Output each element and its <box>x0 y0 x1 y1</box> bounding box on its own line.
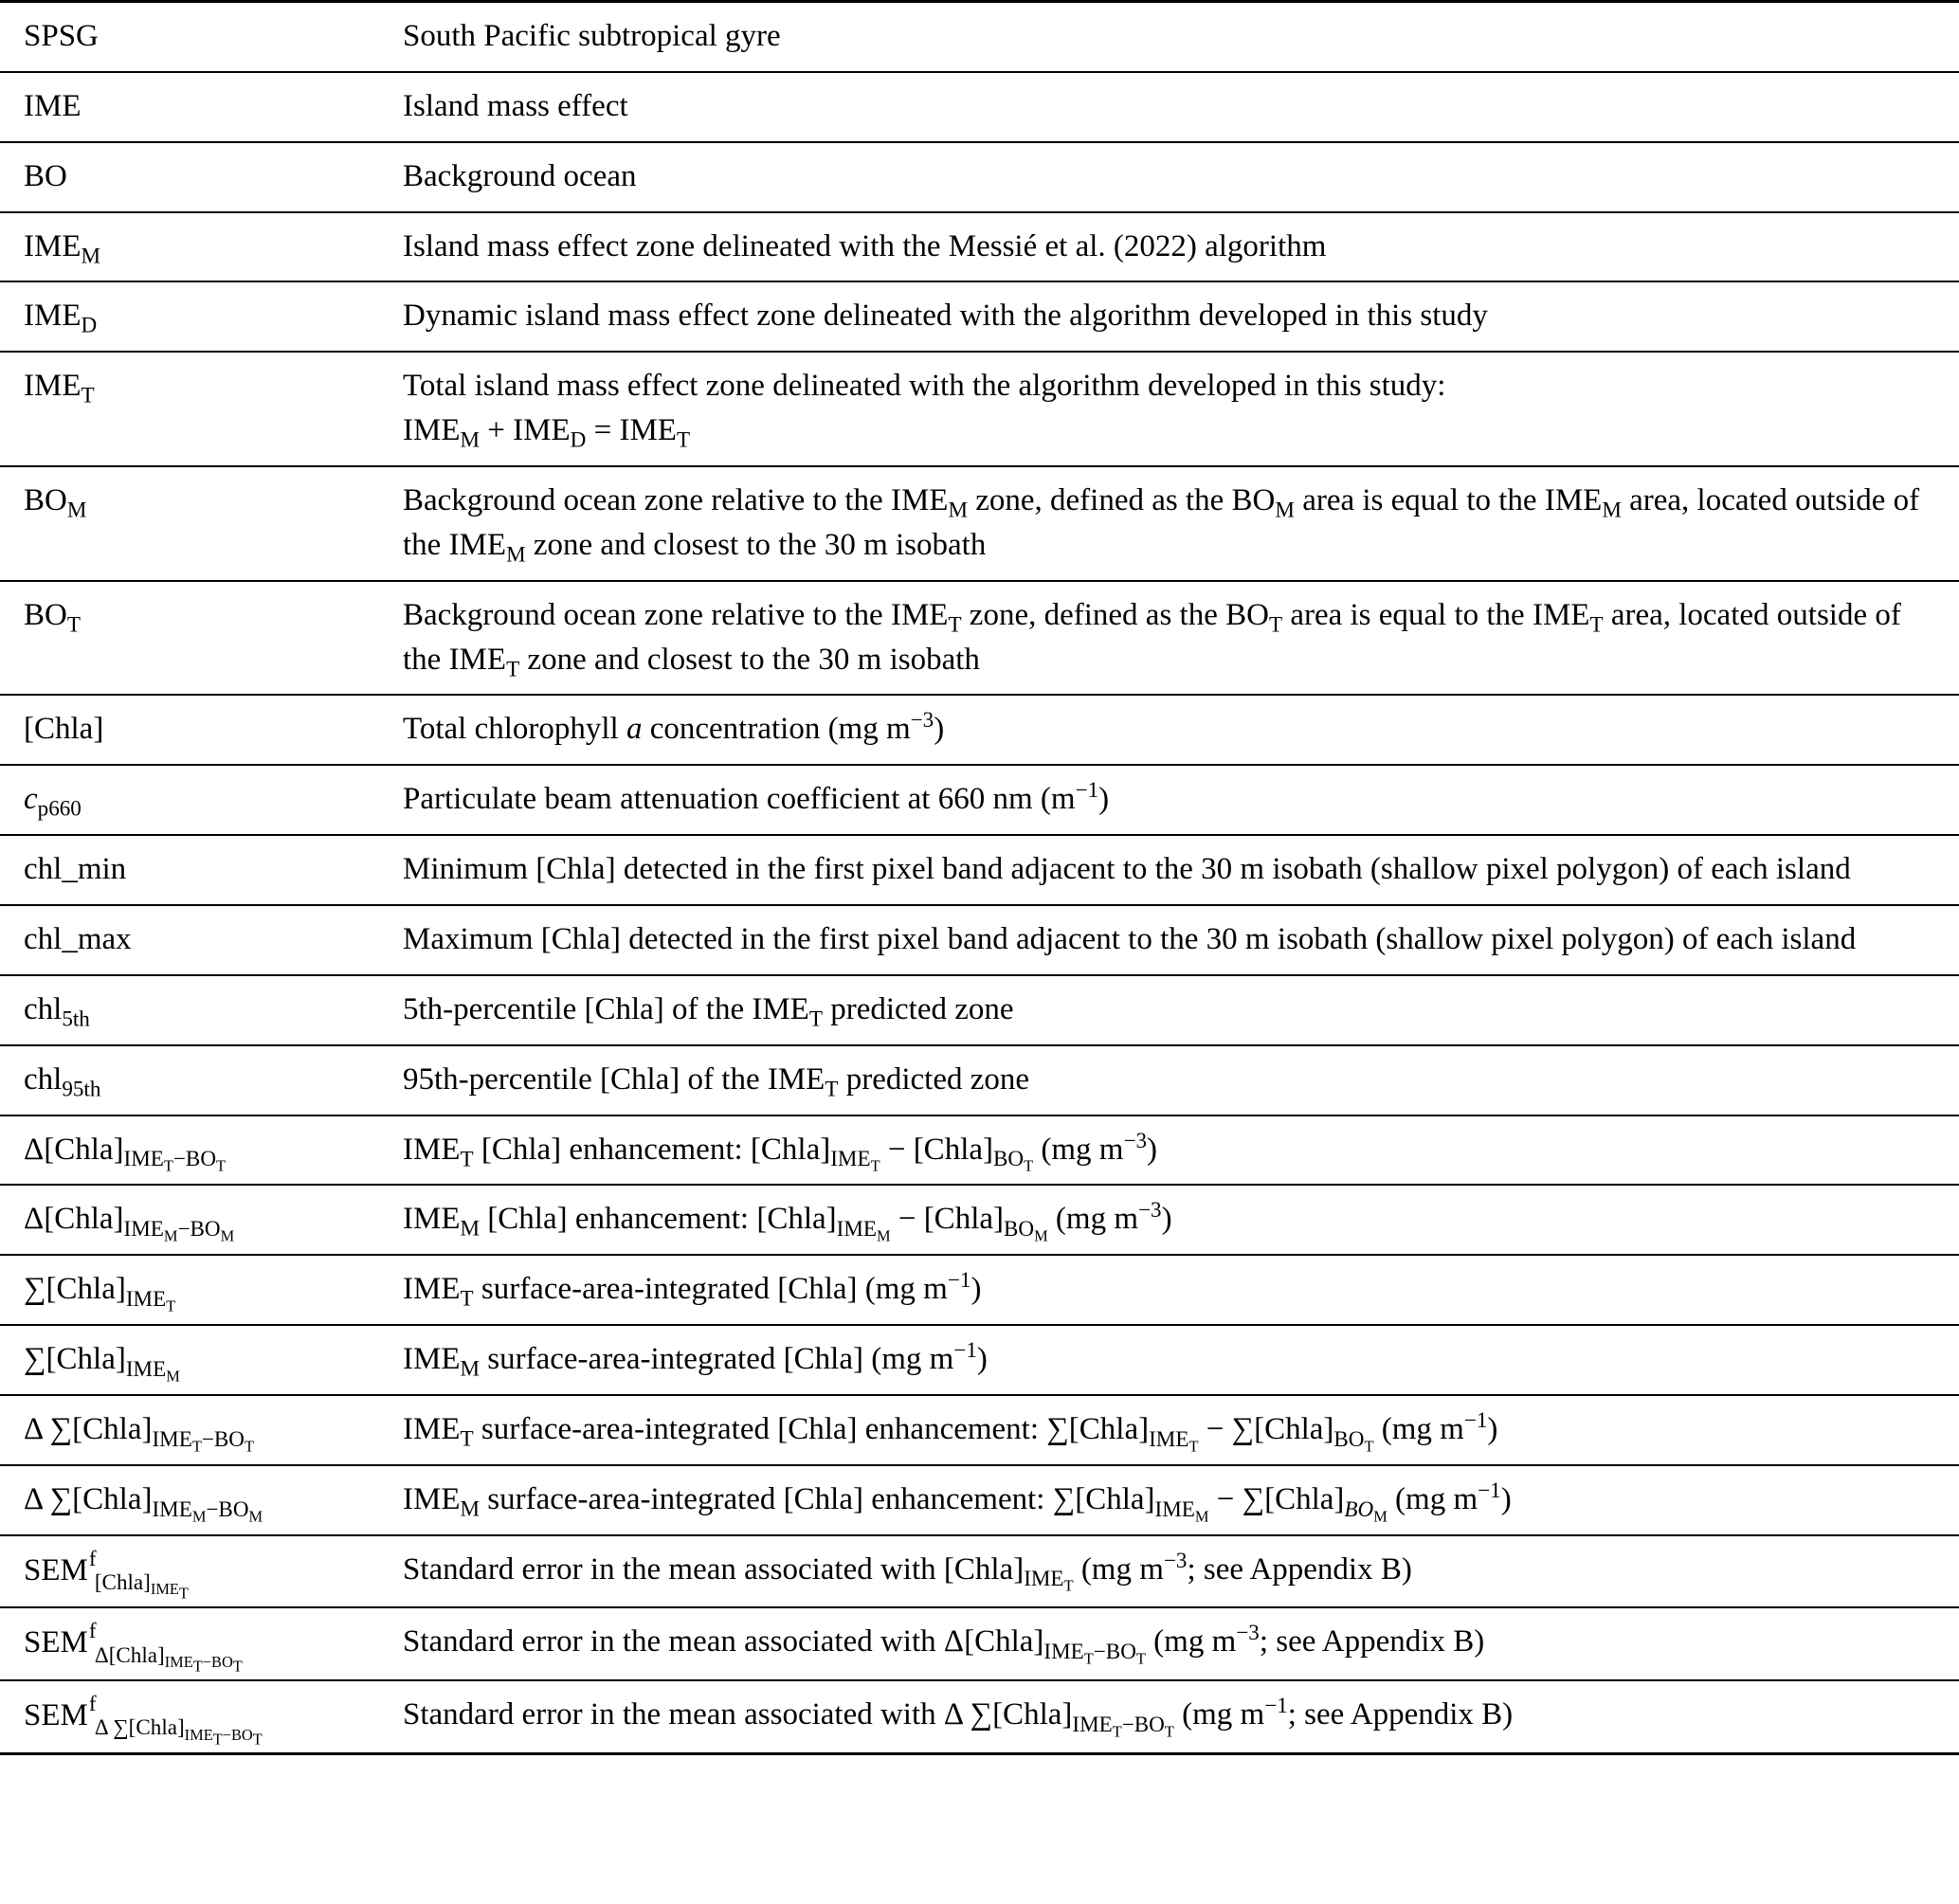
table-row <box>0 1680 1959 1753</box>
abbreviation-term: [Chla] <box>24 712 104 747</box>
abbreviation-term: BO <box>24 158 67 193</box>
abbreviation-term: SPSG <box>24 19 99 53</box>
table-row <box>0 1115 1959 1186</box>
abbreviation-term: $IME_T$ <box>24 369 95 408</box>
table-row <box>0 466 1959 581</box>
abbreviation-definition: Maximum [Chla] detected in the first pixel band adjacent to the 30 m isobath (shallow pixel polygon) of each island <box>403 922 1857 957</box>
abbreviation-definition: 5th-percentile [Chla] of the $IME_T$ predicted zone <box>403 991 1014 1031</box>
abbreviation-term: IME <box>24 88 82 123</box>
abbreviation-definition: Dynamic island mass effect zone delineated with the algorithm developed in this study <box>403 299 1488 334</box>
abbreviation-term: chl_max <box>24 922 132 957</box>
table-row <box>0 1395 1959 1465</box>
table-row <box>0 695 1959 765</box>
table-row <box>0 835 1959 905</box>
abbreviation-definition: Island mass effect zone delineated with the Messié et al. (2022) algorithm <box>403 228 1327 263</box>
abbreviation-definition: $IME_M$ [Chla] enhancement: $[Chla]_{IME_M}$ − $[Chla]_{BO_M}$ (mg $m^{-3}$) <box>403 1197 1172 1245</box>
abbreviation-definition: Total island mass effect zone delineated with the algorithm developed in this study: $IME_M + IME_D = IME_T$ <box>403 369 1446 452</box>
table-row <box>0 352 1959 466</box>
abbreviation-definition: Particulate beam attenuation coefficient at 660 nm $(m^{-1})$ <box>403 777 1110 817</box>
abbreviation-term: chl$_{5th}$ <box>24 991 90 1031</box>
stacked-supsub: f $\Delta[Chla]_{IME_T-BO_T}$ <box>88 1618 243 1676</box>
table-row <box>0 1535 1959 1608</box>
abbreviation-term: $\sum[Chla]_{IME_M}$ <box>24 1342 180 1386</box>
abbreviation-definition: Standard error in the mean associated with Δ $\sum[Chla]_{IME_T-BO_T}$ (mg $m^{-1}$; see Appendix B) <box>403 1693 1514 1741</box>
abbreviation-term: $BO_T$ <box>24 597 81 637</box>
table-row <box>0 1607 1959 1680</box>
abbreviation-term: $IME_D$ <box>24 299 98 338</box>
abbreviation-definition: Standard error in the mean associated with $[Chla]_{IME_T}$ (mg $m^{-3}$; see Appendix B) <box>403 1547 1412 1595</box>
abbreviation-term: SEM f $\Delta[Chla]_{IME_T-BO_T}$ <box>24 1618 243 1676</box>
abbreviation-term: chl$_{95th}$ <box>24 1061 101 1101</box>
abbreviation-definition: $IME_T$ surface-area-integrated [Chla] (mg $m^{-1}$) <box>403 1267 982 1311</box>
abbreviation-definition: Standard error in the mean associated with $\Delta[Chla]_{IME_T-BO_T}$ (mg $m^{-3}$; see Appendix B) <box>403 1620 1485 1668</box>
abbreviation-definition: Minimum [Chla] detected in the first pixel band adjacent to the 30 m isobath (shallow pixel polygon) of each island <box>403 852 1851 887</box>
table-row <box>0 905 1959 975</box>
abbreviation-term: $c_{p660}$ <box>24 782 82 821</box>
table-row <box>0 1045 1959 1115</box>
table-row <box>0 281 1959 352</box>
abbreviation-term: SEM f Δ $\sum[Chla]_{IME_T-BO_T}$ <box>24 1691 263 1749</box>
table-row <box>0 142 1959 212</box>
stacked-supsub: f Δ $\sum[Chla]_{IME_T-BO_T}$ <box>88 1691 263 1749</box>
abbreviation-definition: $IME_M$ surface-area-integrated [Chla] (mg $m^{-1}$) <box>403 1337 988 1381</box>
abbreviation-term: $\sum[Chla]_{IME_T}$ <box>24 1272 176 1315</box>
abbreviation-term: Δ $\sum[Chla]_{IME_T-BO_T}$ <box>24 1412 254 1456</box>
abbreviation-term: Δ $\sum[Chla]_{IME_M-BO_M}$ <box>24 1481 263 1526</box>
abbreviation-definition: $IME_T$ surface-area-integrated [Chla] enhancement: $\sum[Chla]_{IME_T}$ − $\sum[Chla]_{BO_T}$ (mg $m^{-1}$) <box>403 1407 1498 1456</box>
abbreviation-definition: Background ocean <box>403 158 637 193</box>
abbreviation-definition: 95th-percentile [Chla] of the $IME_T$ predicted zone <box>403 1061 1030 1101</box>
table-row <box>0 975 1959 1045</box>
table-row <box>0 1185 1959 1255</box>
abbreviation-term: $IME_M$ <box>24 228 101 268</box>
abbreviation-definition: Background ocean zone relative to the $IME_M$ zone, defined as the $BO_M$ area is equal to the $IME_M$ area, located outside of the $IME_M$ zone and closest to the 30 m isobath <box>403 483 1920 567</box>
abbreviation-term: chl_min <box>24 852 127 887</box>
abbreviation-term: $\Delta[Chla]_{IME_T-BO_T}$ <box>24 1132 227 1175</box>
table-row <box>0 765 1959 835</box>
abbreviation-definition: Total chlorophyll a concentration (mg $m^{-3}$) <box>403 707 945 747</box>
abbreviation-term: $BO_M$ <box>24 483 87 522</box>
table-row <box>0 1255 1959 1325</box>
abbreviation-definition: Island mass effect <box>403 88 628 123</box>
table-row <box>0 1325 1959 1395</box>
stacked-supsub: f $[Chla]_{IME_T}$ <box>88 1545 189 1603</box>
table-row <box>0 212 1959 282</box>
table-row <box>0 581 1959 696</box>
table-row <box>0 2 1959 72</box>
abbreviation-definition: Background ocean zone relative to the $IME_T$ zone, defined as the $BO_T$ area is equal to the $IME_T$ area, located outside of the $IME_T$ zone and closest to the 30 m isobath <box>403 597 1901 681</box>
table-row <box>0 72 1959 142</box>
abbreviation-term: SEM f $[Chla]_{IME_T}$ <box>24 1545 189 1603</box>
abbreviation-definition: $IME_M$ surface-area-integrated [Chla] enhancement: $\sum[Chla]_{IME_M}$ − $\sum[Chla]_{BO_M}$ (mg $m^{-1}$) <box>403 1477 1512 1526</box>
abbreviation-definition: $IME_T$ [Chla] enhancement: $[Chla]_{IME_T}$ − $[Chla]_{BO_T}$ (mg $m^{-3}$) <box>403 1127 1158 1175</box>
abbreviation-term: $\Delta[Chla]_{IME_M-BO_M}$ <box>24 1202 235 1245</box>
abbreviation-table-body <box>0 2 1959 1754</box>
table-row <box>0 1465 1959 1535</box>
abbreviation-definition: South Pacific subtropical gyre <box>403 19 781 53</box>
